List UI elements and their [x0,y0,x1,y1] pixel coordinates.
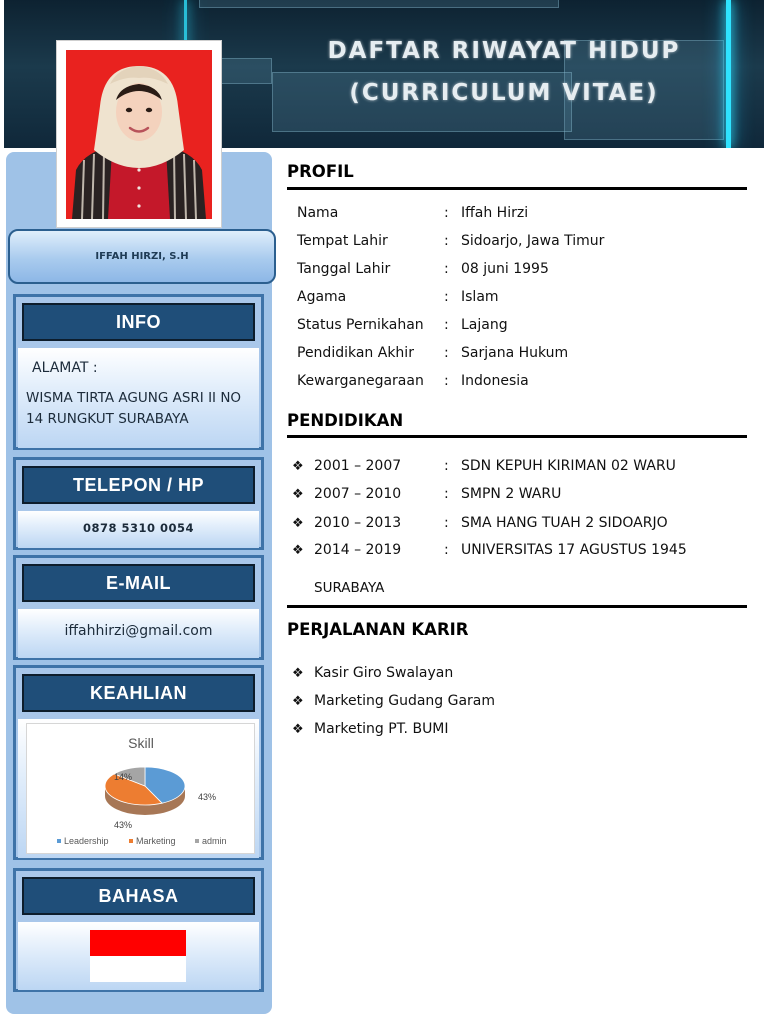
education-period: 2014 – 2019 [314,542,402,558]
education-period: 2007 – 2010 [314,486,402,502]
profile-value: 08 juni 1995 [461,261,549,277]
email-section [13,555,264,660]
education-school: SMPN 2 WARU [461,486,562,502]
address-label: ALAMAT : [32,360,98,376]
profile-value: Lajang [461,317,508,333]
email-heading-box [22,564,255,602]
education-heading: PENDIDIKAN [287,411,404,430]
address-value: WISMA TIRTA AGUNG ASRI II NO 14 RUNGKUT SURABAYA [26,390,242,427]
skills-heading-box [22,674,255,712]
info-section [13,294,264,450]
profile-row [297,317,424,333]
skill-pie-chart [27,724,256,855]
profile-row [297,233,388,249]
skill-chart [26,723,255,854]
profile-photo-frame [56,40,222,228]
profile-heading: PROFIL [287,162,354,181]
profile-row [297,345,414,361]
indonesia-flag-icon [90,930,186,982]
profile-value: Sidoarjo, Jawa Timur [461,233,605,249]
legend-swatch [195,839,199,843]
language-heading-box [22,877,255,915]
legend-swatch [129,839,133,843]
profile-value: Iffah Hirzi [461,205,529,221]
phone-heading: TELEPON / HP [72,474,204,495]
skills-section [13,665,264,860]
diamond-bullet-icon: ❖ [292,543,304,558]
colon-separator: : [444,542,449,558]
pie-data-label: 43% [113,820,133,830]
legend-swatch [57,839,61,843]
career-item: Marketing Gudang Garam [314,693,496,709]
full-name: IFFAH HIRZI, S.H [95,251,189,262]
name-banner [8,229,276,284]
diamond-bullet-icon: ❖ [292,666,304,681]
colon-separator: : [444,515,449,531]
legend-label: Leadership [64,836,109,846]
profile-value: Indonesia [461,373,529,389]
education-divider [287,435,747,438]
education-school: SDN KEPUH KIRIMAN 02 WARU [461,458,676,474]
profile-value: Islam [461,289,499,305]
language-body [18,922,259,990]
career-item: Kasir Giro Swalayan [314,665,454,681]
cv-title [294,30,714,114]
colon-separator: : [444,205,449,221]
profile-label: Pendidikan Akhir [297,345,414,361]
colon-separator: : [444,289,449,305]
diamond-bullet-icon: ❖ [292,459,304,474]
profile-row [297,205,338,221]
legend-label: admin [202,836,227,846]
cv-title-line2: (CURRICULUM VITAE) [349,80,659,106]
colon-separator: : [444,261,449,277]
career-heading: PERJALANAN KARIR [287,620,469,639]
diamond-bullet-icon: ❖ [292,487,304,502]
phone-section [13,457,264,550]
career-item: Marketing PT. BUMI [314,721,449,737]
profile-label: Status Pernikahan [297,317,424,333]
diamond-bullet-icon: ❖ [292,516,304,531]
education-period: 2010 – 2013 [314,515,402,531]
email-heading: E-MAIL [106,572,171,593]
education-school: UNIVERSITAS 17 AGUSTUS 1945 [461,542,687,558]
chart-title: Skill [128,735,154,751]
colon-separator: : [444,373,449,389]
diamond-bullet-icon: ❖ [292,722,304,737]
phone-body [18,511,259,548]
legend-label: Marketing [136,836,176,846]
email-value: iffahhirzi@gmail.com [64,623,213,639]
education-period: 2001 – 2007 [314,458,402,474]
profile-label: Agama [297,289,347,305]
skills-body [18,719,259,858]
profile-row [297,289,346,305]
education-school: SMA HANG TUAH 2 SIDOARJO [461,515,668,531]
info-heading-box [22,303,255,341]
colon-separator: : [444,458,449,474]
colon-separator: : [444,345,449,361]
pie-data-label: 14% [113,772,133,782]
colon-separator: : [444,233,449,249]
profile-value: Sarjana Hukum [461,345,569,361]
diamond-bullet-icon: ❖ [292,694,304,709]
career-divider-top [287,605,747,608]
profile-label: Tanggal Lahir [297,261,391,277]
profile-photo [66,50,212,219]
info-heading: INFO [116,311,161,332]
language-heading: BAHASA [98,885,179,906]
phone-heading-box [22,466,255,504]
colon-separator: : [444,317,449,333]
colon-separator: : [444,486,449,502]
profile-row [297,261,390,277]
profile-label: Tempat Lahir [297,233,388,249]
language-section [13,868,264,992]
info-body [18,348,259,448]
skills-heading: KEAHLIAN [90,682,187,703]
profile-label: Nama [297,205,339,221]
profile-row [297,373,424,389]
education-continuation: SURABAYA [314,580,385,596]
cv-title-line1: DAFTAR RIWAYAT HIDUP [327,38,681,64]
email-body [18,609,259,658]
profile-label: Kewarganegaraan [297,373,424,389]
profile-divider [287,187,747,190]
phone-value: 0878 5310 0054 [82,521,195,535]
pie-data-label: 43% [197,792,217,802]
